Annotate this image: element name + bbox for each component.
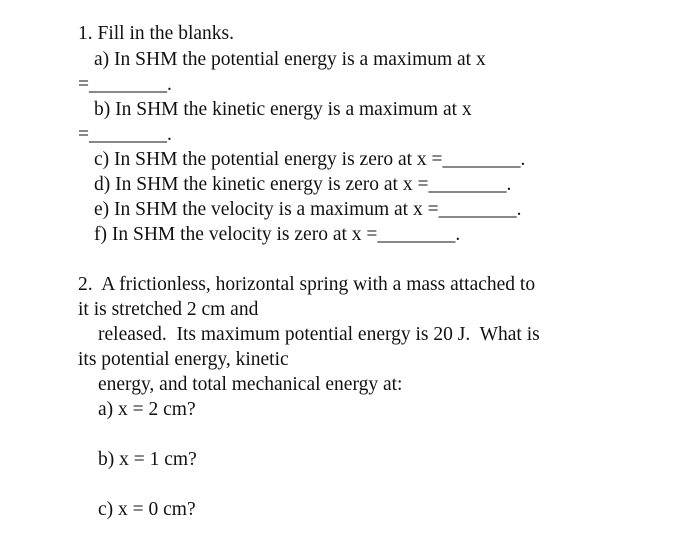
question-1b-line-2: =________. (78, 124, 172, 145)
question-2c: c) x = 0 cm? (98, 499, 196, 520)
question-1f: f) In SHM the velocity is zero at x =________. (94, 224, 461, 245)
question-2-line-3: released. Its maximum potential energy is 20 J. What is (98, 324, 540, 345)
question-1d: d) In SHM the kinetic energy is zero at x =________. (94, 174, 512, 195)
question-2-line-5: energy, and total mechanical energy at: (98, 374, 403, 395)
question-2b: b) x = 1 cm? (98, 449, 197, 470)
question-2-line-1: 2. A frictionless, horizontal spring with a mass attached to (78, 274, 536, 295)
question-1c: c) In SHM the potential energy is zero at x =________. (94, 149, 526, 170)
question-1b-line-1: b) In SHM the kinetic energy is a maximum at x (94, 99, 472, 120)
question-1e: e) In SHM the velocity is a maximum at x =________. (94, 199, 522, 220)
question-2a: a) x = 2 cm? (98, 399, 196, 420)
question-1a-line-2: =________. (78, 74, 172, 95)
question-1-title: 1. Fill in the blanks. (78, 23, 234, 44)
question-1a-line-1: a) In SHM the potential energy is a maximum at x (94, 49, 486, 70)
question-2-line-2: it is stretched 2 cm and (78, 299, 259, 320)
question-2-line-4: its potential energy, kinetic (78, 349, 289, 370)
